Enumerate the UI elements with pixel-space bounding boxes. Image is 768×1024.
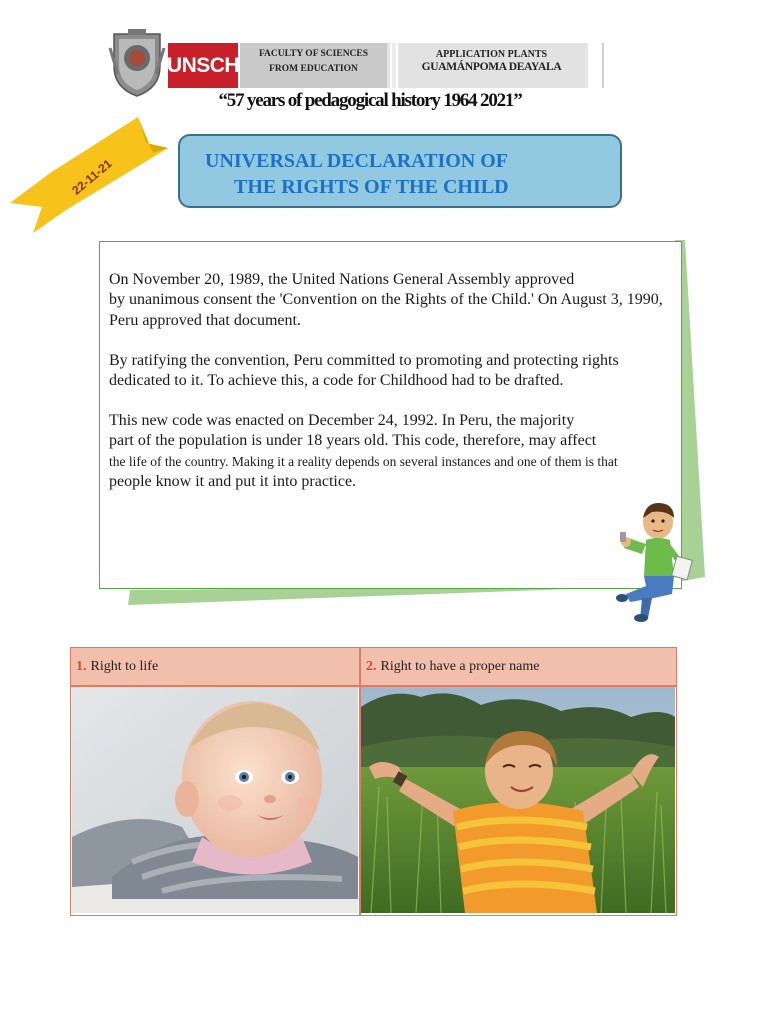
baby-photo (72, 687, 358, 913)
anniversary-tagline: “57 years of pedagogical history 1964 2021” (218, 90, 522, 111)
faculty-label (240, 43, 390, 88)
faculty-line2: FROM EDUCATION (269, 64, 358, 74)
plants-line2: GUAMÁNPOMA DEAYALA (421, 61, 562, 73)
date-label: 22-11-21 (69, 156, 115, 198)
title-line2: THE RIGHTS OF THE CHILD (234, 176, 509, 198)
paragraph-3-line-4: people know it and put it into practice. (109, 473, 357, 490)
paragraph-3-line-2: part of the population is under 18 years old. This code, therefore, may affect (109, 432, 597, 449)
right-2-number: 2. (366, 658, 377, 674)
paragraph-3-line-1: This new code was enacted on December 24, 1992. In Peru, the majority (109, 412, 575, 429)
right-2-header (361, 648, 676, 685)
paragraph-2-line-2: dedicated to it. To achieve this, a code for Childhood had to be drafted. (109, 372, 564, 389)
cartoon-boy-illustration (608, 498, 696, 624)
paragraph-1-line-1: On November 20, 1989, the United Nations General Assembly approved (109, 271, 575, 288)
paragraph-1-line-2: by unanimous consent the 'Convention on the Rights of the Child.' On August 3, 1990, (109, 291, 663, 308)
boy-in-field-photo (361, 687, 675, 913)
faculty-line1: FACULTY OF SCIENCES (258, 49, 369, 59)
paragraph-1-line-3: Peru approved that document. (109, 312, 301, 329)
application-plants-label (398, 43, 588, 88)
title-line1: UNIVERSAL DECLARATION OF (205, 150, 509, 172)
university-crest-logo (108, 28, 166, 98)
header-edge (602, 43, 604, 88)
paragraph-2-line-1: By ratifying the convention, Peru committed to promoting and protecting rights (109, 352, 619, 369)
paragraph-3-line-3: the life of the country. Making it a reality depends on several instances and one of them is that (109, 454, 618, 469)
right-2-label: Right to have a proper name (380, 658, 540, 674)
right-1-label: Right to life (90, 658, 159, 674)
right-1-number: 1. (76, 658, 87, 674)
right-1-header (71, 648, 359, 685)
unsch-logo: UNSCH (168, 43, 238, 88)
plants-line1: APPLICATION PLANTS (435, 49, 548, 60)
header-divider (392, 43, 396, 88)
page-title (178, 134, 622, 208)
